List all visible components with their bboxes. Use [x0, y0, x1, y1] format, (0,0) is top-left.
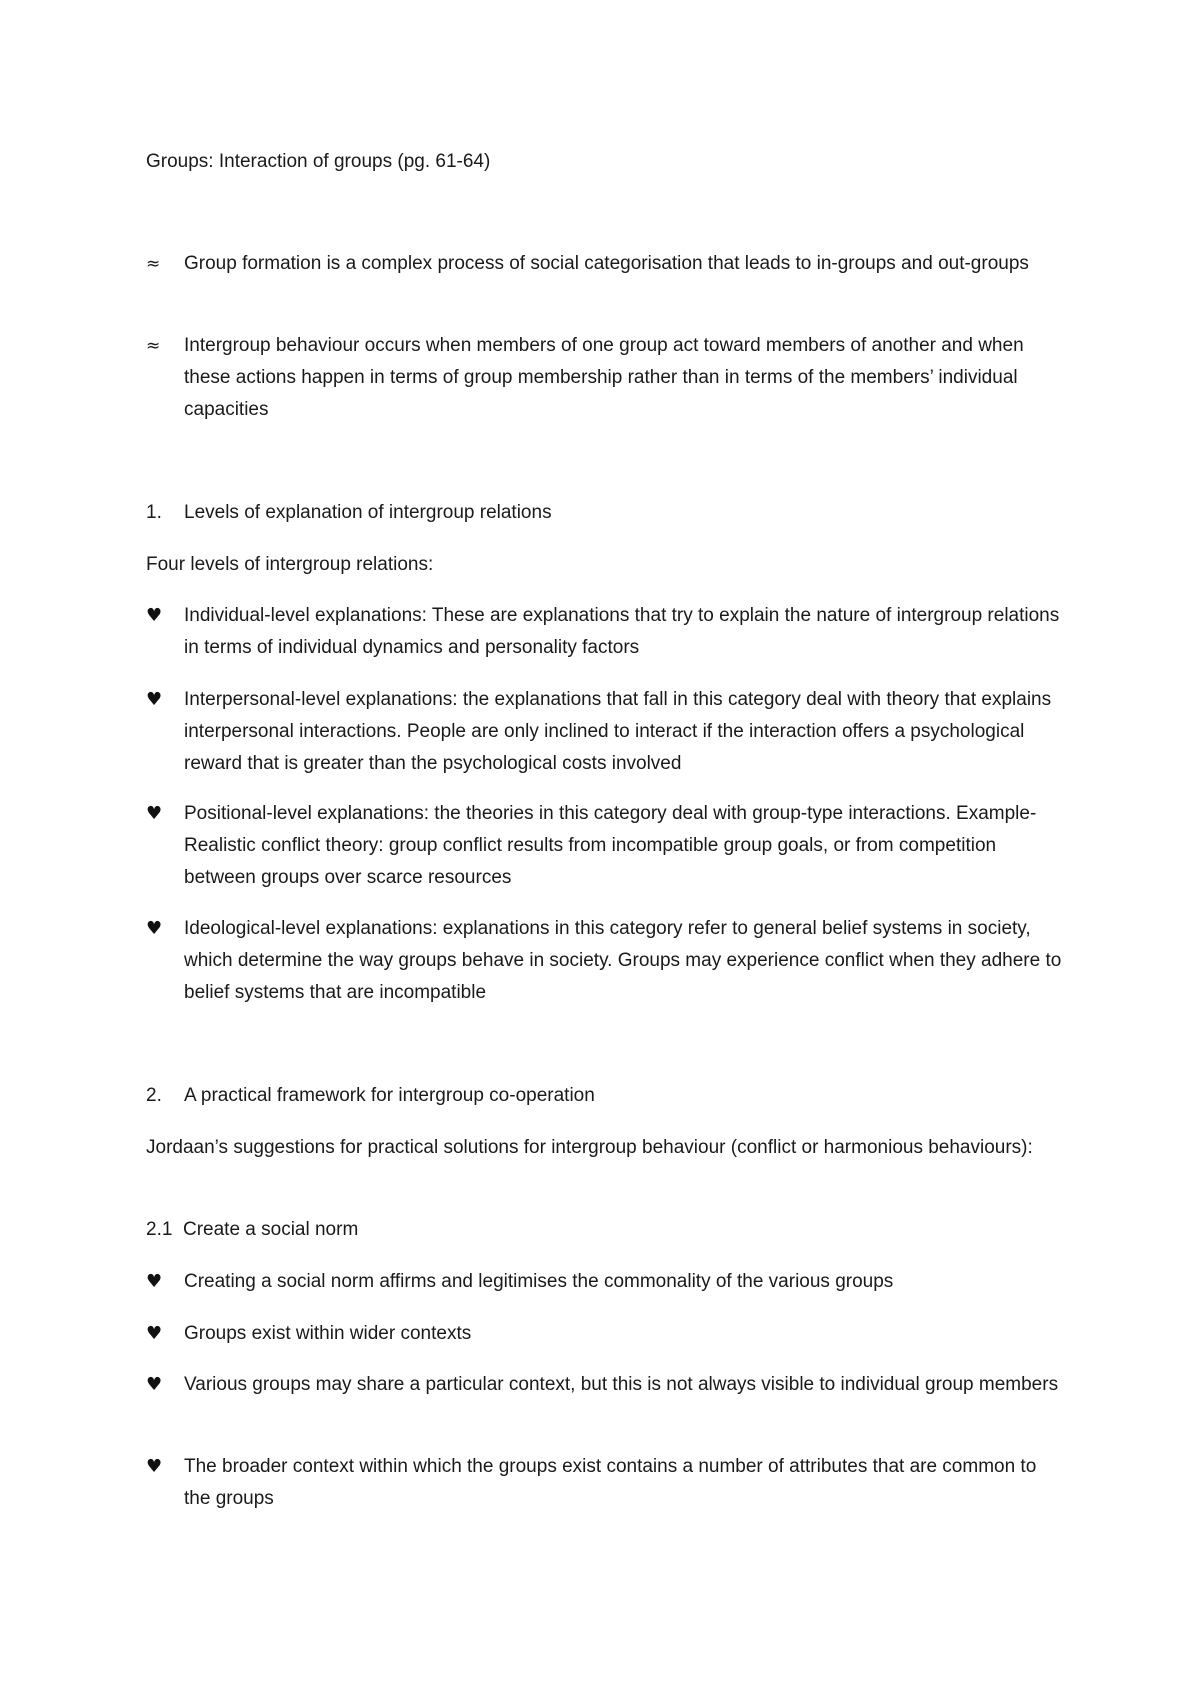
list-item [146, 798, 1066, 894]
approx-icon: ≈ [146, 336, 161, 356]
list-item [146, 1369, 1066, 1401]
list-item-text [184, 798, 1066, 894]
list-item-text: Groups exist within wider contexts [184, 1323, 472, 1344]
list-item [146, 684, 1066, 780]
heart-icon: ♥ [146, 1456, 163, 1477]
section-lead: Jordaan’s suggestions for practical solutions for intergroup behaviour (conflict or harmonious behaviours): [146, 1137, 1033, 1158]
intro-bullet [146, 248, 1066, 280]
section-title: A practical framework for intergroup co-operation [184, 1085, 595, 1106]
list-item-text: Interpersonal-level explanations: the explanations that fall in this category deal with theory that explains interpersonal interactions. People are only inclined to interact if the interaction offers a psychological reward that is greater than the psychological costs involved [184, 689, 1052, 774]
section-title: Levels of explanation of intergroup relations [184, 502, 552, 523]
heart-icon: ♥ [146, 803, 163, 824]
list-item [146, 1451, 1066, 1515]
section-number: 2. [146, 1085, 162, 1106]
section-heading [146, 497, 1066, 529]
intro-bullet-text: Group formation is a complex process of social categorisation that leads to in-groups and out-groups [184, 253, 1029, 274]
intro-bullet-text: Intergroup behaviour occurs when members of one group act toward members of another and when these actions happen in terms of group membership rather than in terms of the members’ individual capacities [184, 335, 1024, 420]
list-item [146, 600, 1066, 664]
list-item-text: Various groups may share a particular context, but this is not always visible to individual group members [184, 1374, 1059, 1395]
subsection-title: Create a social norm [182, 1219, 359, 1240]
example-text: Realistic conflict theory: group conflict results from incompatible group goals, or from competition between groups over scarce resources [184, 835, 997, 888]
heart-icon: ♥ [146, 689, 163, 710]
heart-icon: ♥ [146, 605, 163, 626]
section-heading [146, 1080, 1066, 1112]
list-item [146, 913, 1066, 1009]
page-title: Groups: Interaction of groups (pg. 61-64) [146, 151, 491, 172]
subsection-heading [146, 1214, 1066, 1246]
section-number: 1. [146, 502, 162, 523]
example-label: Example- [956, 803, 1037, 824]
approx-icon: ≈ [146, 254, 161, 274]
heart-icon: ♥ [146, 1323, 163, 1344]
heart-icon: ♥ [146, 918, 163, 939]
heart-icon: ♥ [146, 1271, 163, 1292]
subsection-number: 2.1 [146, 1219, 173, 1240]
heart-icon: ♥ [146, 1374, 163, 1395]
list-item-text: The broader context within which the groups exist contains a number of attributes that are common to the groups [184, 1456, 1037, 1509]
list-item-text: Individual-level explanations: These are explanations that try to explain the nature of intergroup relations in terms of individual dynamics and personality factors [184, 605, 1060, 658]
list-item-main-text: Positional-level explanations: the theories in this category deal with group-type interactions. [184, 803, 951, 824]
intro-bullet [146, 330, 1066, 426]
list-item [146, 1266, 1066, 1298]
list-item-text: Creating a social norm affirms and legitimises the commonality of the various groups [184, 1271, 894, 1292]
list-item-text: Ideological-level explanations: explanations in this category refer to general belief systems in society, which determine the way groups behave in society. Groups may experience conflict when they adhere to belief systems that are incompatible [184, 918, 1062, 1003]
list-item [146, 1318, 1066, 1350]
section-lead: Four levels of intergroup relations: [146, 554, 434, 575]
